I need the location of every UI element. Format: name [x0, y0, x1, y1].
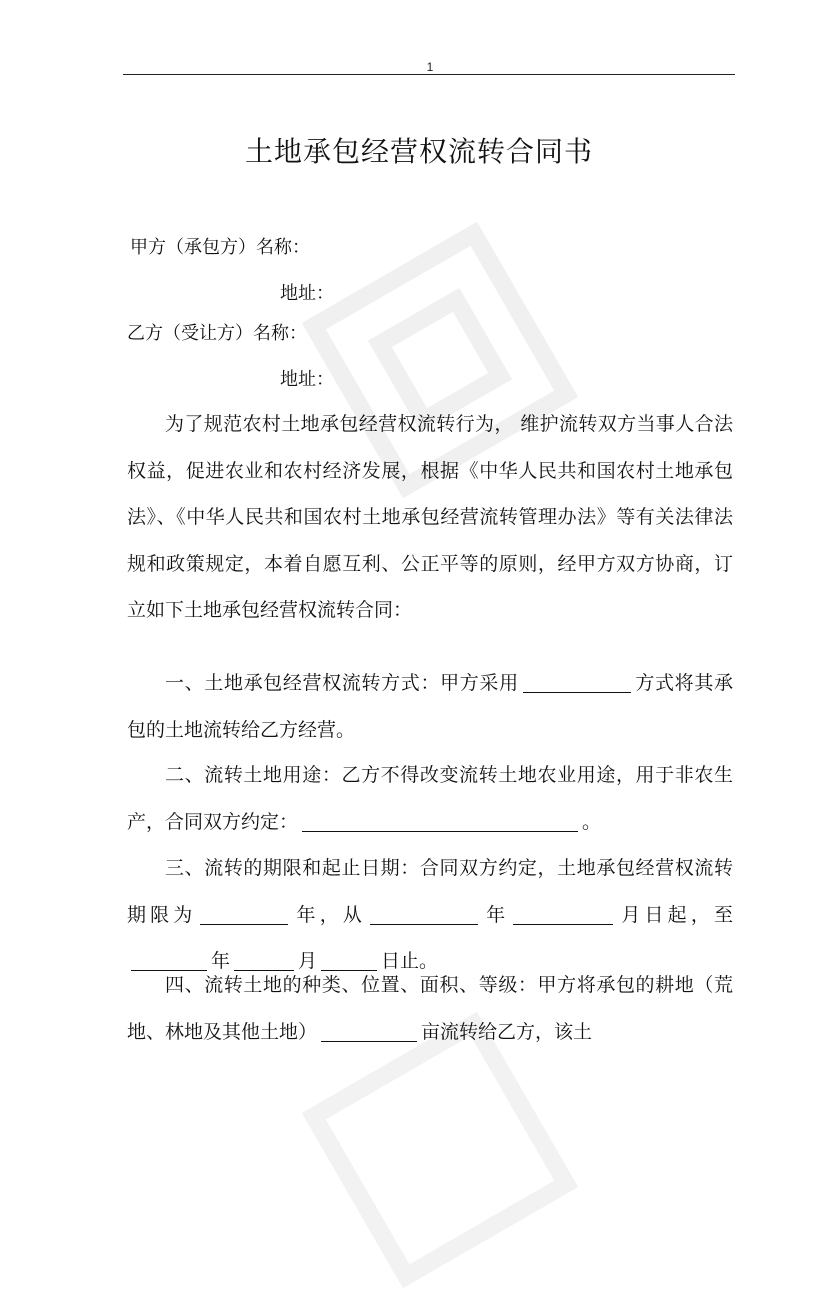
party-a-address-label: 地址： — [280, 283, 334, 304]
party-b-address-label: 地址： — [280, 369, 334, 390]
clause-2-agreement-blank[interactable] — [302, 809, 578, 832]
page-number: 1 — [426, 60, 434, 74]
document-title: 土地承包经营权流转合同书 — [244, 135, 593, 168]
clause-3-text-a: 三、流转的期限和起止日期：合同双方约定，土地承包经营权流转期限为 — [127, 857, 733, 926]
party-a-name-label: 甲方（承包方）名称： — [130, 237, 310, 258]
header-rule — [123, 74, 735, 75]
clause-4-text-b: 亩流转给乙方，该土 — [421, 1020, 593, 1043]
clause-3-text-b: 年，从 — [292, 903, 366, 926]
clause-3-years-blank[interactable] — [200, 902, 288, 925]
clause-1-text-b: 方式将其承包的土地流转给乙方经营。 — [127, 672, 733, 741]
clause-2-text-a: 二、流转土地用途：乙方不得改变流转土地农业用途，用于非农生产，合同双方约定： — [127, 764, 733, 833]
clause-3-text-g: 日止。 — [381, 950, 439, 972]
clause-1-text-a: 一、土地承包经营权流转方式：甲方采用 — [165, 672, 519, 694]
clause-3-text-d: 月日起，至 — [617, 903, 733, 926]
preamble-paragraph: 为了规范农村土地承包经营权流转行为， 维护流转双方当事人合法权益，促进农业和农村经济发展，根据《中华人民共和国农村土地承包法》、《中华人民共和国农村土地承包经营流转管理办法》等有关法律法规和政策规定，本着自愿互利、公正平等的原则，经甲方双方协商，订立如下土地承包经营权流转合同： — [127, 413, 733, 621]
clause-1-paragraph — [127, 660, 733, 753]
clause-3-start-month-blank[interactable] — [513, 902, 613, 925]
clause-4-paragraph — [127, 962, 733, 1055]
clause-3-start-year-blank[interactable] — [370, 902, 478, 925]
clause-3-text-e: 年 — [211, 950, 231, 972]
clause-3-text-c: 年 — [481, 903, 510, 926]
clause-1-method-blank[interactable] — [523, 670, 631, 693]
clause-3-text-f: 月 — [298, 950, 318, 972]
clause-2-paragraph — [127, 752, 733, 845]
clause-4-area-blank[interactable] — [321, 1019, 417, 1042]
clause-2-text-b: 。 — [582, 810, 602, 833]
party-b-name-label: 乙方（受让方）名称： — [127, 323, 307, 344]
clause-4-text-a: 四、流转土地的种类、位置、面积、等级：甲方将承包的耕地（荒地、林地及其他土地） — [127, 974, 733, 1043]
